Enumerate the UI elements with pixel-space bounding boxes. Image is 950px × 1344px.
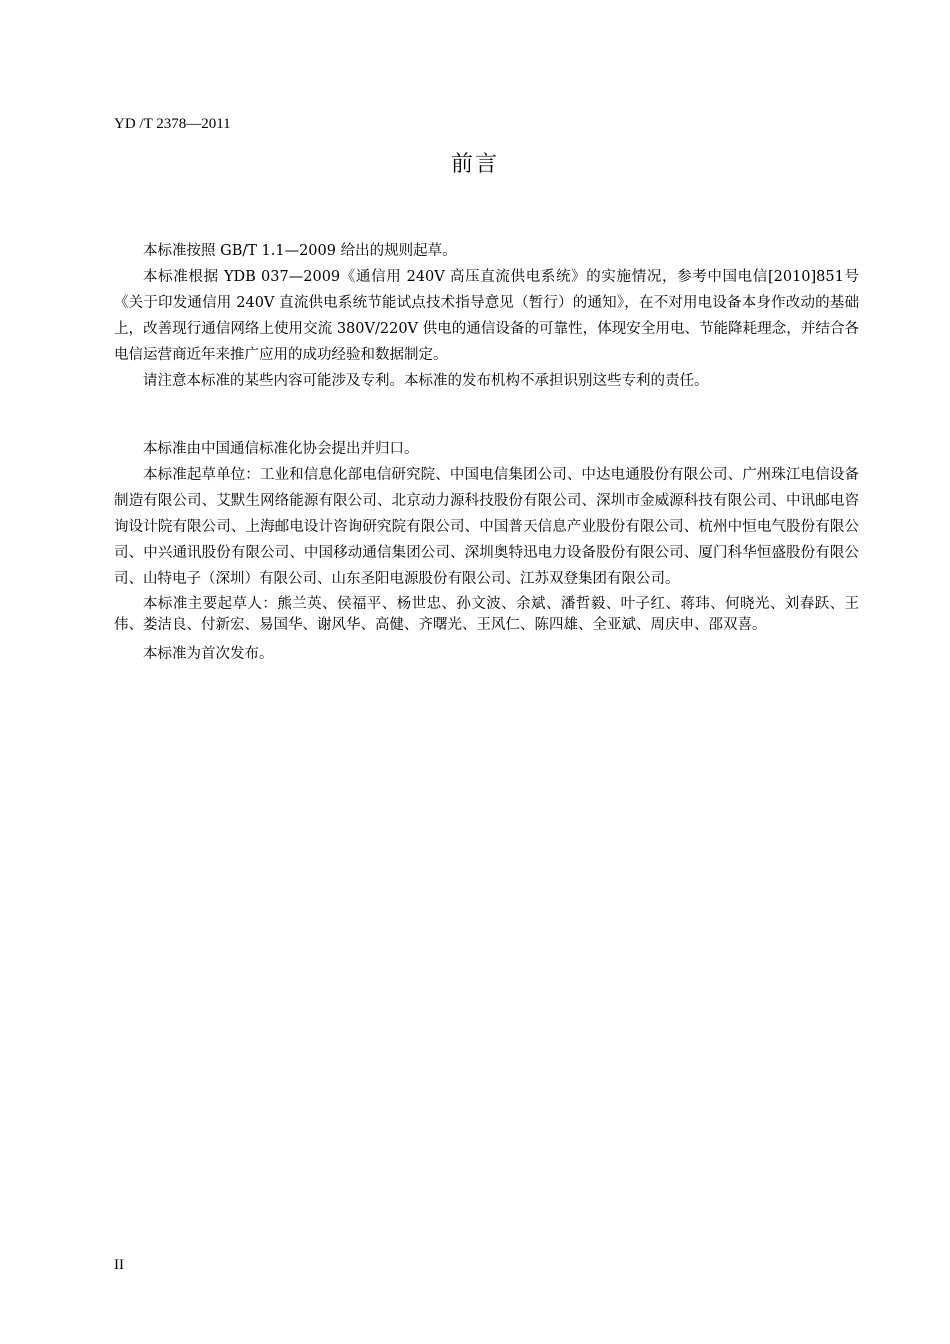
foreword-section-drafting: [114, 238, 859, 394]
foreword-section-organizations: [114, 436, 859, 667]
paragraph-first-release: 本标准为首次发布。: [143, 646, 274, 662]
standard-code-header: YD /T 2378—2011: [114, 116, 231, 132]
paragraph-patent-notice: 请注意本标准的某些内容可能涉及专利。本标准的发布机构不承担识别这些专利的责任。: [143, 373, 709, 389]
paragraph-drafting-rules: 本标准按照 GB/T 1.1—2009 给出的规则起草。: [143, 243, 457, 259]
paragraph-drafting-units: 本标准起草单位：工业和信息化部电信研究院、中国电信集团公司、中达电通股份有限公司、广州珠江电信设备制造有限公司、艾默生网络能源有限公司、北京动力源科技股份有限公司、深圳市金威源科技有限公司、中讯邮电咨询设计院有限公司、上海邮电设计咨询研究院有限公司、中国普天信息产业股份有限公司、杭州中恒电气股份有限公司、中兴通讯股份有限公司、中国移动通信集团公司、深圳奥特迅电力设备股份有限公司、厦门科华恒盛股份有限公司、山特电子（深圳）有限公司、山东圣阳电源股份有限公司、江苏双登集团有限公司。: [114, 467, 859, 587]
paragraph-basis: 本标准根据 YDB 037—2009《通信用 240V 高压直流供电系统》的实施情况，参考中国电信[2010]851号《关于印发通信用 240V 直流供电系统节能试点技术指导意见（暂行）的通知》，在不对用电设备本身作改动的基础上，改善现行通信网络上使用交流 380V/220V 供电的通信设备的可靠性，体现安全用电、节能降耗理念，并结合各电信运营商近年来推广应用的成功经验和数据制定。: [114, 269, 859, 363]
page-title: 前言: [450, 152, 499, 177]
paragraph-main-drafters: 本标准主要起草人：熊兰英、侯福平、杨世忠、孙文波、余斌、潘哲毅、叶子红、蒋玮、何晓光、刘春跃、王伟、娄洁良、付新宏、易国华、谢风华、高健、齐曙光、王风仁、陈四雄、全亚斌、周庆申、邵双喜。: [114, 596, 859, 633]
paragraph-proposer: 本标准由中国通信标准化协会提出并归口。: [143, 441, 419, 457]
page-number: II: [114, 1257, 124, 1273]
